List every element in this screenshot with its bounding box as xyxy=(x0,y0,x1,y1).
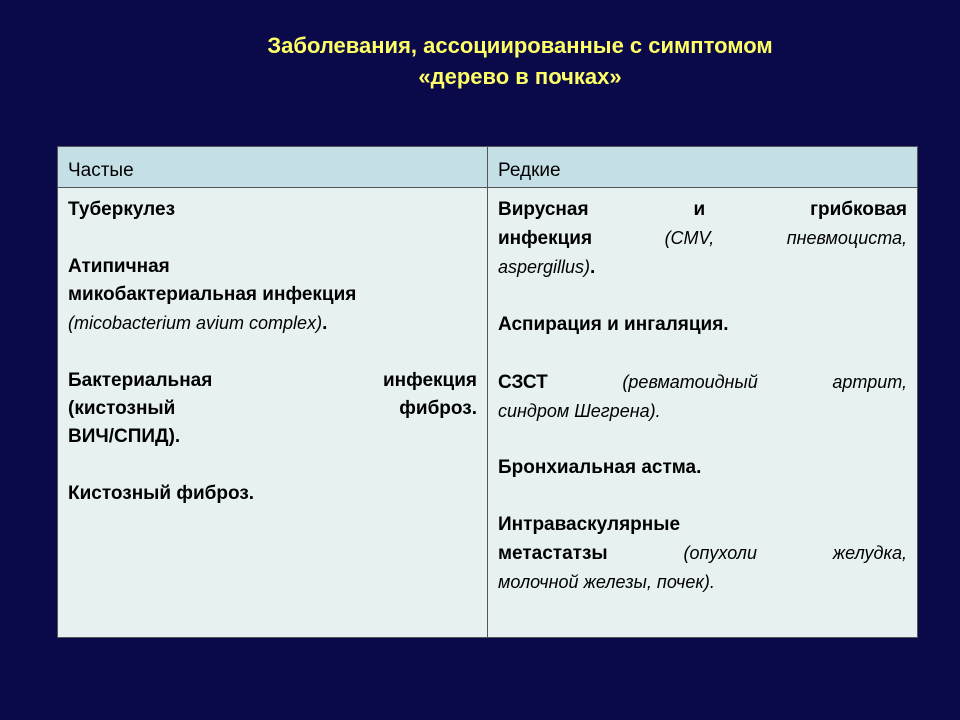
item-connective-tissue xyxy=(498,368,907,425)
table-header-row xyxy=(58,147,918,188)
meta-note-2: желудка, xyxy=(832,543,908,563)
header-rare: Редкие xyxy=(488,147,918,188)
bacterial-word-4: фиброз. xyxy=(399,398,477,419)
diseases-table xyxy=(57,146,918,638)
slide-title xyxy=(150,30,890,92)
item-asthma: Бронхиальная астма. xyxy=(498,457,702,478)
viral-word-4: инфекция xyxy=(498,228,593,249)
meta-line-1: Интраваскулярные xyxy=(498,514,681,535)
sct-note-1: (ревматоидный xyxy=(622,372,758,392)
sct-label: СЗСТ xyxy=(498,372,548,393)
meta-note-1: (опухоли xyxy=(683,543,757,563)
item-tuberculosis: Туберкулез xyxy=(68,199,176,220)
header-frequent: Частые xyxy=(58,147,488,188)
viral-period: . xyxy=(590,257,596,278)
item-metastases xyxy=(498,511,907,596)
item-cystic-fibrosis: Кистозный фиброз. xyxy=(68,483,255,504)
atypical-note: (micobacterium avium complex) xyxy=(68,313,323,333)
viral-word-2: и xyxy=(693,199,706,220)
meta-word: метастатзы xyxy=(498,543,608,564)
item-aspiration: Аспирация и ингаляция. xyxy=(498,314,729,335)
item-viral-fungal xyxy=(498,196,907,282)
viral-note-3: aspergillus) xyxy=(498,257,591,277)
bacterial-line-3: ВИЧ/СПИД). xyxy=(68,426,181,447)
item-atypical-mycobacterial xyxy=(68,253,477,338)
title-line-2: «дерево в почках» xyxy=(418,64,622,89)
rare-cell xyxy=(488,188,918,638)
sct-note-3: синдром Шегрена). xyxy=(498,401,661,421)
atypical-line-1: Атипичная xyxy=(68,256,170,277)
frequent-cell xyxy=(58,188,488,638)
atypical-period: . xyxy=(322,313,328,334)
bacterial-word-2: инфекция xyxy=(382,370,477,391)
meta-note-3: молочной железы, почек). xyxy=(498,572,715,592)
title-line-1: Заболевания, ассоциированные с симптомом xyxy=(267,33,773,58)
sct-note-2: артрит, xyxy=(832,372,908,392)
viral-word-3: грибковая xyxy=(810,199,907,220)
viral-note-1: (CMV, xyxy=(664,228,715,248)
item-bacterial xyxy=(68,367,477,451)
viral-note-2: пневмоциста, xyxy=(786,228,908,248)
viral-word-1: Вирусная xyxy=(498,199,589,220)
bacterial-word-1: Бактериальная xyxy=(68,370,213,391)
table-body-row xyxy=(58,188,918,638)
bacterial-word-3: (кистозный xyxy=(68,398,176,419)
atypical-line-2: микобактериальная инфекция xyxy=(68,284,357,305)
